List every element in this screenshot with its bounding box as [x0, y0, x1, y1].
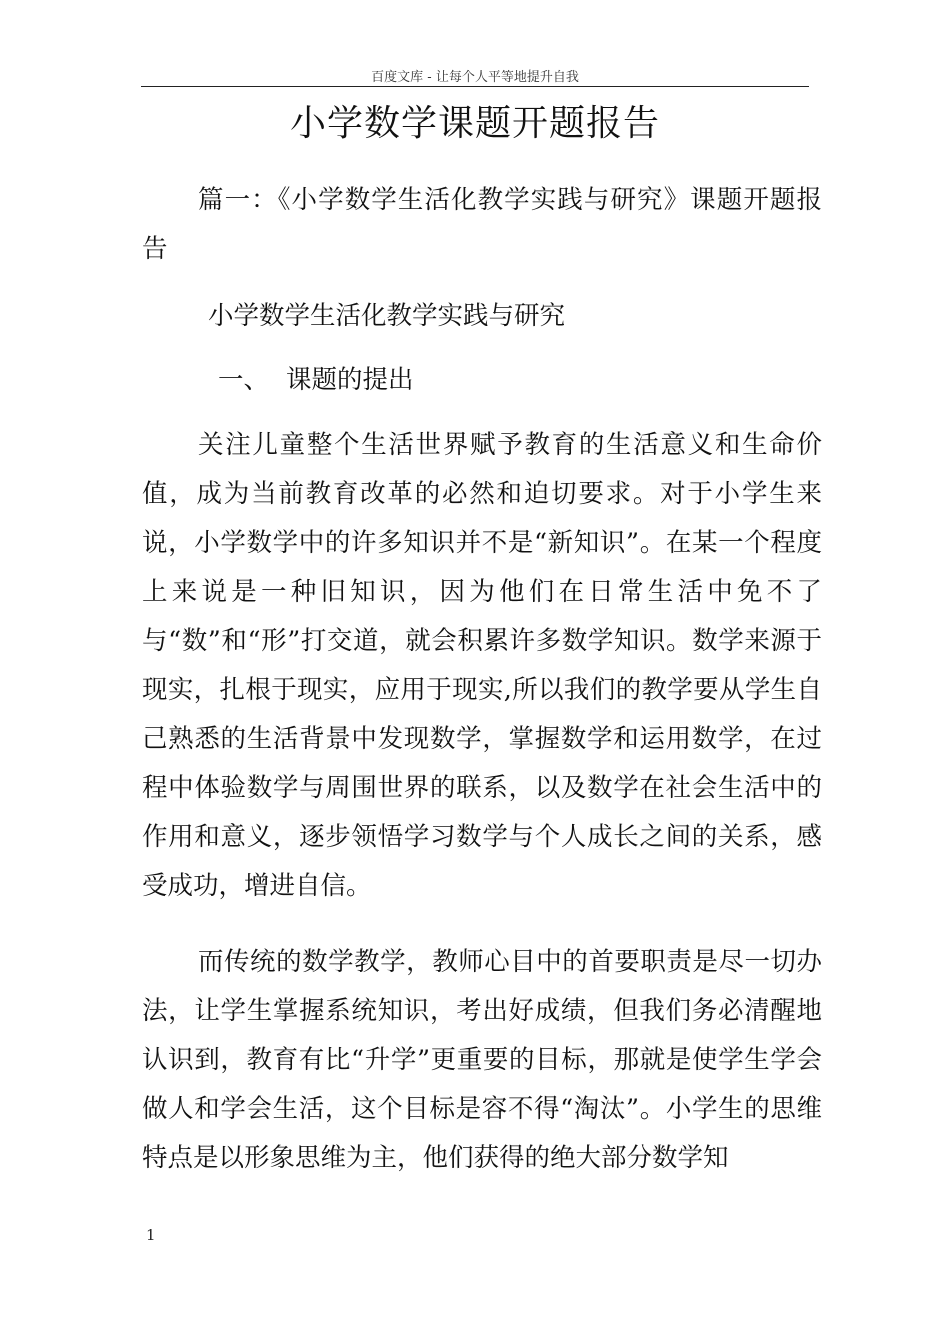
- section-heading: [218, 356, 778, 405]
- chapter-heading: 篇一：《小学数学生活化教学实践与研究》课题开题报告: [142, 185, 822, 264]
- document-title: 小学数学课题开题报告: [289, 103, 660, 144]
- section-number: 一、: [218, 365, 270, 395]
- header-divider: [141, 86, 809, 87]
- section-title: 课题的提出: [286, 365, 414, 395]
- body-paragraph: 关注儿童整个生活世界赋予教育的生活意义和生命价值，成为当前教育改革的必然和迫切要求。对于小学生来说，小学数学中的许多知识并不是“新知识”。在某一个程度上来说是一种旧知识，因为他们在日常生活中免不了与“数”和“形”打交道，就会积累许多数学知识。数学来源于现实，扎根于现实，应用于现实,所以我们的教学要从学生自己熟悉的生活背景中发现数学，掌握数学和运用数学，在过程中体验数学与周围世界的联系，以及数学在社会生活中的作用和意义，逐步领悟学习数学与个人成长之间的关系，感受成功，增进自信。: [142, 430, 822, 901]
- page-number: 1: [146, 1226, 156, 1244]
- page-header: 百度文库 - 让每个人平等地提升自我: [371, 70, 579, 85]
- document-subtitle: 小学数学生活化教学实践与研究: [208, 301, 566, 331]
- body-paragraph: 而传统的数学教学，教师心目中的首要职责是尽一切办法，让学生掌握系统知识，考出好成绩，但我们务必清醒地认识到，教育有比“升学”更重要的目标，那就是使学生学会做人和学会生活，这个目标是容不得“淘汰”。小学生的思维特点是以形象思维为主，他们获得的绝大部分数学知: [142, 947, 822, 1173]
